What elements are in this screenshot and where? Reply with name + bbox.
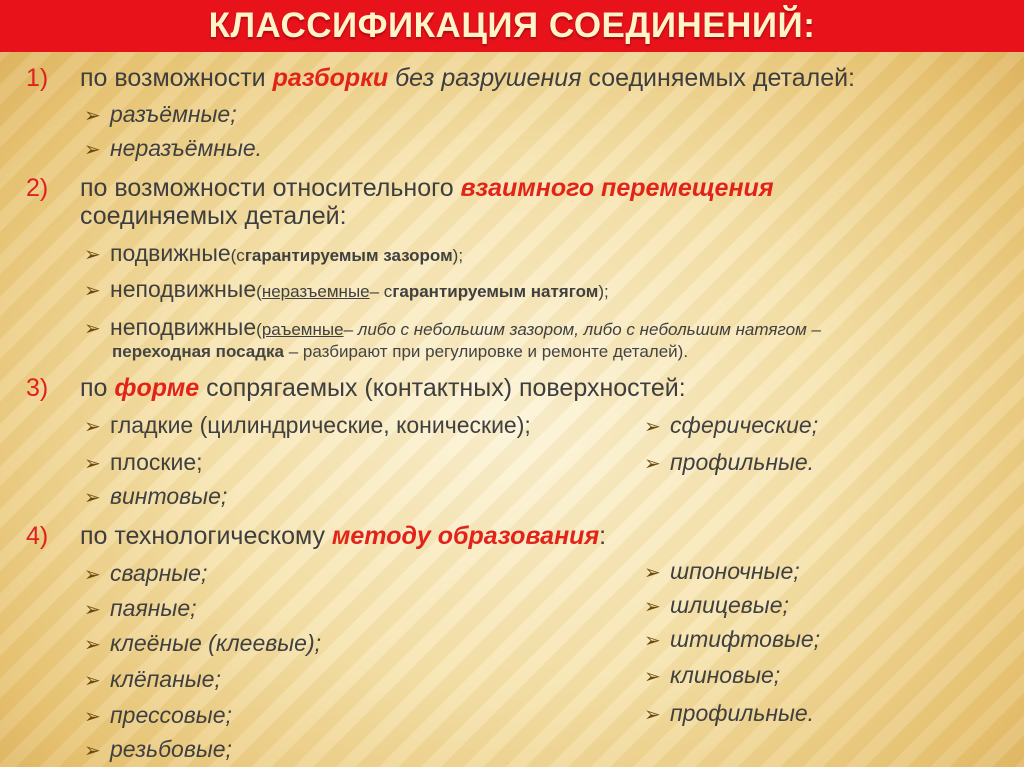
arrow-bullet-icon: ➢ (84, 706, 101, 728)
arrow-bullet-icon: ➢ (644, 562, 661, 584)
arrow-bullet-icon: ➢ (84, 139, 101, 161)
arrow-bullet-icon: ➢ (644, 416, 661, 438)
arrow-bullet-icon: ➢ (84, 453, 101, 475)
list-item (644, 662, 780, 689)
title-bar (0, 0, 1024, 52)
item-text: неподвижные (110, 314, 257, 340)
arrow-bullet-icon: ➢ (84, 634, 101, 656)
arrow-bullet-icon: ➢ (84, 599, 101, 621)
arrow-bullet-icon: ➢ (644, 666, 661, 688)
text: по технологическому (80, 522, 332, 550)
text: – с (369, 282, 393, 301)
list-item (644, 700, 814, 727)
text: ); (452, 246, 464, 265)
item-text: разъёмные; (110, 101, 237, 127)
item-text: резьбовые; (110, 736, 232, 762)
item-text: сферические; (670, 412, 819, 438)
text: ( (256, 282, 262, 301)
section-4-number: 4) (26, 522, 49, 550)
text: соединяемых деталей: (581, 64, 856, 92)
text: по возможности (80, 64, 273, 92)
page-title: КЛАССИФИКАЦИЯ СОЕДИНЕНИЙ: (208, 6, 816, 45)
item-text: неподвижные (110, 276, 257, 302)
item-text: винтовые; (110, 483, 228, 509)
arrow-bullet-icon: ➢ (84, 105, 101, 127)
arrow-bullet-icon: ➢ (84, 416, 101, 438)
list-item (644, 558, 800, 585)
item-text: сварные; (110, 560, 208, 586)
section-2-heading-line2: соединяемых деталей: (80, 202, 347, 230)
arrow-bullet-icon: ➢ (644, 630, 661, 652)
item-text: прессовые; (110, 702, 232, 728)
highlight: взаимного перемещения (460, 174, 774, 202)
list-item (644, 592, 789, 619)
text: – либо с небольшим зазором, либо с небольшим натягом – (343, 320, 821, 339)
list-item (84, 314, 821, 341)
text: – разбирают при регулировке и ремонте деталей). (283, 342, 689, 361)
list-item (84, 560, 207, 587)
arrow-bullet-icon: ➢ (84, 564, 101, 586)
item-text: неразъёмные. (110, 135, 263, 161)
text: раъемные (261, 320, 344, 339)
list-item (644, 449, 814, 476)
list-item (84, 276, 609, 303)
text: : (599, 522, 607, 550)
text: переходная посадка (112, 342, 284, 361)
list-item-continuation (112, 342, 688, 362)
list-item (644, 412, 818, 439)
list-item (84, 101, 237, 128)
item-text: профильные. (670, 449, 815, 475)
item-text: плоские; (110, 449, 203, 475)
item-text: профильные. (670, 700, 815, 726)
section-2-heading (80, 174, 774, 203)
item-text: гладкие (цилиндрические, конические); (110, 412, 531, 438)
list-item (84, 702, 232, 729)
list-item (84, 412, 531, 439)
arrow-bullet-icon: ➢ (84, 280, 101, 302)
list-item (84, 630, 321, 657)
arrow-bullet-icon: ➢ (84, 740, 101, 762)
list-item (84, 483, 227, 510)
highlight: методу образования (331, 522, 600, 550)
item-text: паяные; (110, 595, 197, 621)
text: по (80, 374, 115, 402)
item-text: подвижные (110, 240, 231, 266)
text: неразъемные (261, 282, 370, 301)
text: по возможности относительного (80, 174, 461, 202)
list-item (84, 666, 221, 693)
item-text: клиновые; (670, 662, 781, 688)
list-item (84, 595, 197, 622)
text: гарантируемым зазором (244, 246, 453, 265)
text: ); (598, 282, 609, 301)
text: гарантируемым натягом (392, 282, 599, 301)
item-text: клёпаные; (110, 666, 221, 692)
section-4-heading (80, 522, 606, 551)
arrow-bullet-icon: ➢ (644, 596, 661, 618)
text: (с (230, 246, 245, 265)
arrow-bullet-icon: ➢ (84, 670, 101, 692)
item-text: клеёные (клеевые); (110, 630, 322, 656)
item-text: шлицевые; (670, 592, 789, 618)
item-text: шпоночные; (670, 558, 800, 584)
section-3-heading (80, 374, 686, 403)
arrow-bullet-icon: ➢ (644, 453, 661, 475)
highlight: форме (114, 374, 200, 402)
list-item (84, 736, 232, 763)
text: без разрушения (388, 64, 582, 92)
arrow-bullet-icon: ➢ (84, 318, 101, 340)
list-item (84, 135, 262, 162)
section-1-heading (80, 64, 855, 93)
list-item (84, 449, 203, 476)
section-1-number: 1) (26, 64, 49, 92)
arrow-bullet-icon: ➢ (84, 487, 101, 509)
section-2-number: 2) (26, 174, 49, 202)
text: сопрягаемых (контактных) поверхностей: (199, 374, 686, 402)
list-item (84, 240, 463, 267)
list-item (644, 626, 820, 653)
item-text: штифтовые; (670, 626, 821, 652)
arrow-bullet-icon: ➢ (84, 244, 101, 266)
highlight: разборки (272, 64, 389, 92)
section-3-number: 3) (26, 374, 49, 402)
arrow-bullet-icon: ➢ (644, 704, 661, 726)
text: ( (256, 320, 262, 339)
